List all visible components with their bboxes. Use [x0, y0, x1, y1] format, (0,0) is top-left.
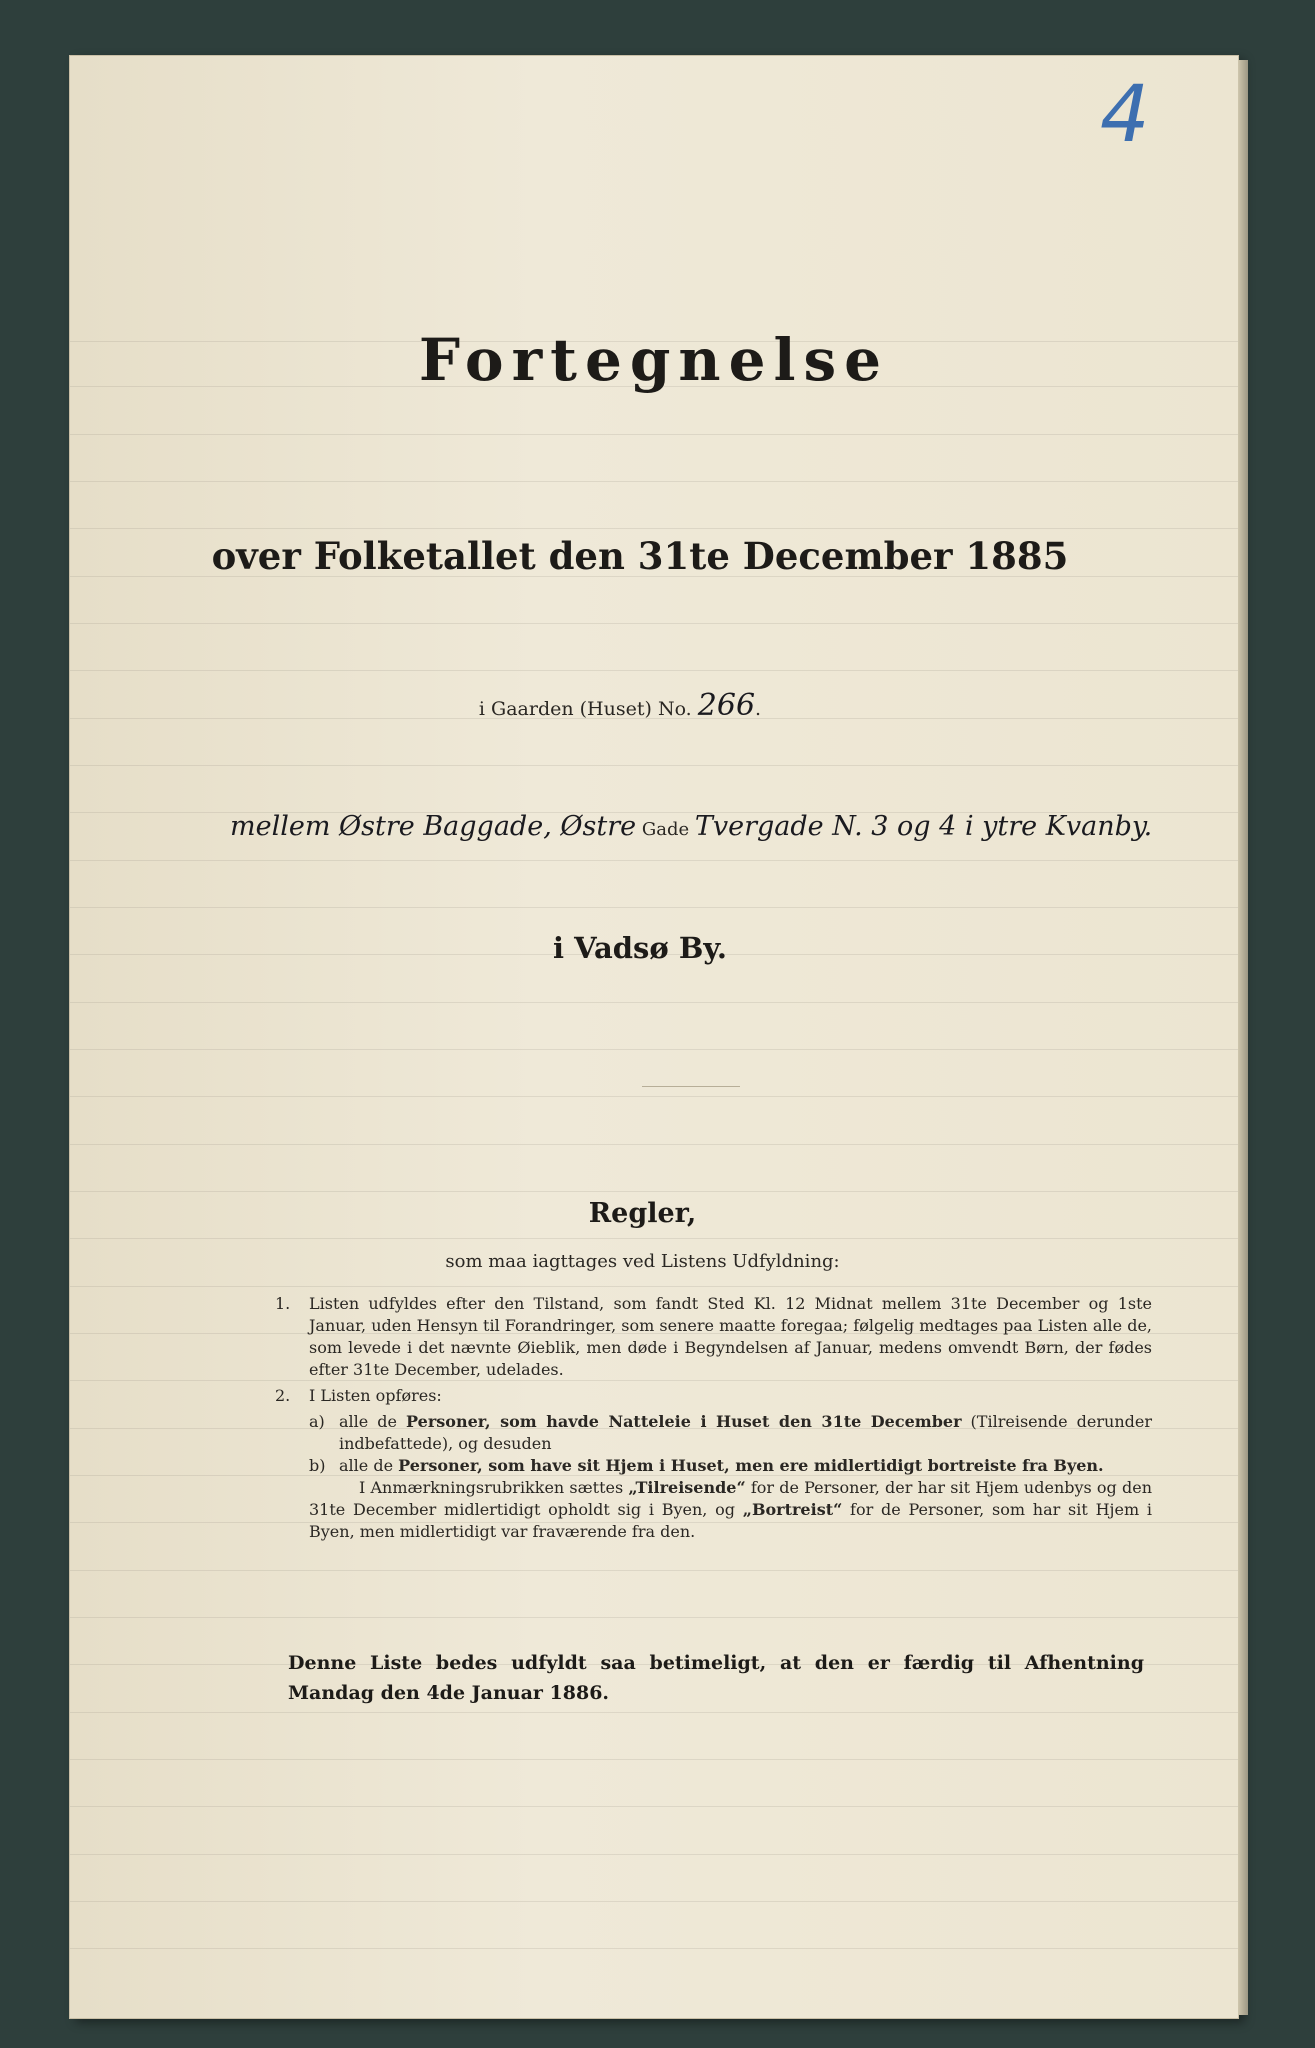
- note-term-tilreisende: „Tilreisende“: [628, 1478, 746, 1497]
- ruling-line: [70, 1144, 1238, 1145]
- ruling-line: [70, 481, 1238, 482]
- note-text: I Anmærkningsrubrikken sættes: [359, 1478, 629, 1497]
- ruling-line: [70, 1759, 1238, 1760]
- ruling-line: [70, 765, 1238, 766]
- rule-text: Listen udfyldes efter den Tilstand, som fandt Sted Kl. 12 Midnat mellem 31te December og 1ste Januar, uden Hensyn til Forandringer, som senere maatte foregaa; følgelig medtages paa Listen alle de, som levede i det nævnte Øieblik, men døde i Begyndelsen af Januar, medens omvendt Børn, der fødes efter 31te December, udelades.: [309, 1294, 1152, 1379]
- street-handwritten-end: Tvergade N. 3 og 4 i ytre Kvanby.: [694, 811, 1153, 842]
- subitem-letter: b): [309, 1456, 326, 1475]
- city-line: i Vadsø By.: [553, 931, 727, 965]
- ruling-line: [70, 1570, 1238, 1571]
- rule-subitem: [267, 1455, 1152, 1477]
- document-subtitle: over Folketallet den 31te December 1885: [211, 534, 1069, 578]
- street-printed-label: Gade: [641, 819, 690, 840]
- ruling-line: [70, 670, 1238, 671]
- rules-heading: Regler,: [588, 1198, 697, 1229]
- ruling-line: [70, 1901, 1238, 1902]
- subitem-text: alle de: [339, 1456, 399, 1475]
- rules-intro: som maa iagttages ved Listens Udfyldning:: [445, 1251, 840, 1272]
- section-divider: [642, 1086, 740, 1087]
- ruling-line: [70, 907, 1238, 908]
- ruling-line: [70, 1806, 1238, 1807]
- ruling-line: [70, 1712, 1238, 1713]
- paper-edge: [1238, 60, 1248, 2015]
- rule-item: [267, 1385, 1152, 1407]
- ruling-line: [70, 1854, 1238, 1855]
- subitem-text-tail: (Tilreisende derunder indbefattede), og desuden: [339, 1412, 1153, 1453]
- ruling-line: [70, 528, 1238, 529]
- ruling-line: [70, 1049, 1238, 1050]
- subitem-text: alle de: [339, 1412, 407, 1431]
- page-number: 4: [1100, 70, 1150, 160]
- rule-item: [267, 1293, 1152, 1381]
- ruling-line: [70, 1617, 1238, 1618]
- ruling-line: [70, 1191, 1238, 1192]
- rule-number: 2.: [275, 1386, 291, 1405]
- house-number-suffix: .: [755, 698, 762, 720]
- subitem-text-bold: Personer, som have sit Hjem i Huset, men ere midlertidigt bortreiste fra Byen.: [398, 1456, 1104, 1475]
- house-number-value: 266: [697, 688, 756, 723]
- house-number-line: [70, 688, 1170, 723]
- note-text: for de Personer, som har sit Hjem i Byen, men midlertidigt var fraværende fra den.: [309, 1500, 1152, 1541]
- ruling-line: [70, 623, 1238, 624]
- ruling-line: [70, 1286, 1238, 1287]
- remarks-note: [267, 1477, 1152, 1543]
- rule-number: 1.: [275, 1294, 291, 1313]
- note-text: for de Personer, der har sit Hjem udenbys og den 31te December midlertidigt opholdt sig i Byen, og: [309, 1478, 1152, 1519]
- rules-list: [267, 1293, 1152, 1543]
- ruling-line: [70, 1238, 1238, 1239]
- ruling-line: [70, 1096, 1238, 1097]
- rule-subitem: [267, 1411, 1152, 1455]
- street-handwritten-start: mellem Østre Baggade, Østre: [230, 811, 637, 842]
- house-number-label: i Gaarden (Huset) No.: [478, 698, 692, 720]
- subitem-letter: a): [309, 1412, 325, 1431]
- document-title: Fortegnelse: [418, 326, 890, 394]
- subitem-text-bold: Personer, som havde Natteleie i Huset den 31te December: [406, 1412, 962, 1431]
- ruling-line: [70, 1002, 1238, 1003]
- rule-text: I Listen opføres:: [309, 1386, 442, 1405]
- ruling-line: [70, 434, 1238, 435]
- street-line: [230, 811, 1230, 842]
- census-form-sheet: [70, 56, 1238, 2018]
- footer-instruction: Denne Liste bedes udfyldt saa betimeligt, at den er færdig til Afhentning Mandag den 4de Januar 1886.: [288, 1652, 1144, 1704]
- ruling-line: [70, 1948, 1238, 1949]
- note-term-bortreist: „Bortreist“: [742, 1500, 843, 1519]
- ruling-line: [70, 860, 1238, 861]
